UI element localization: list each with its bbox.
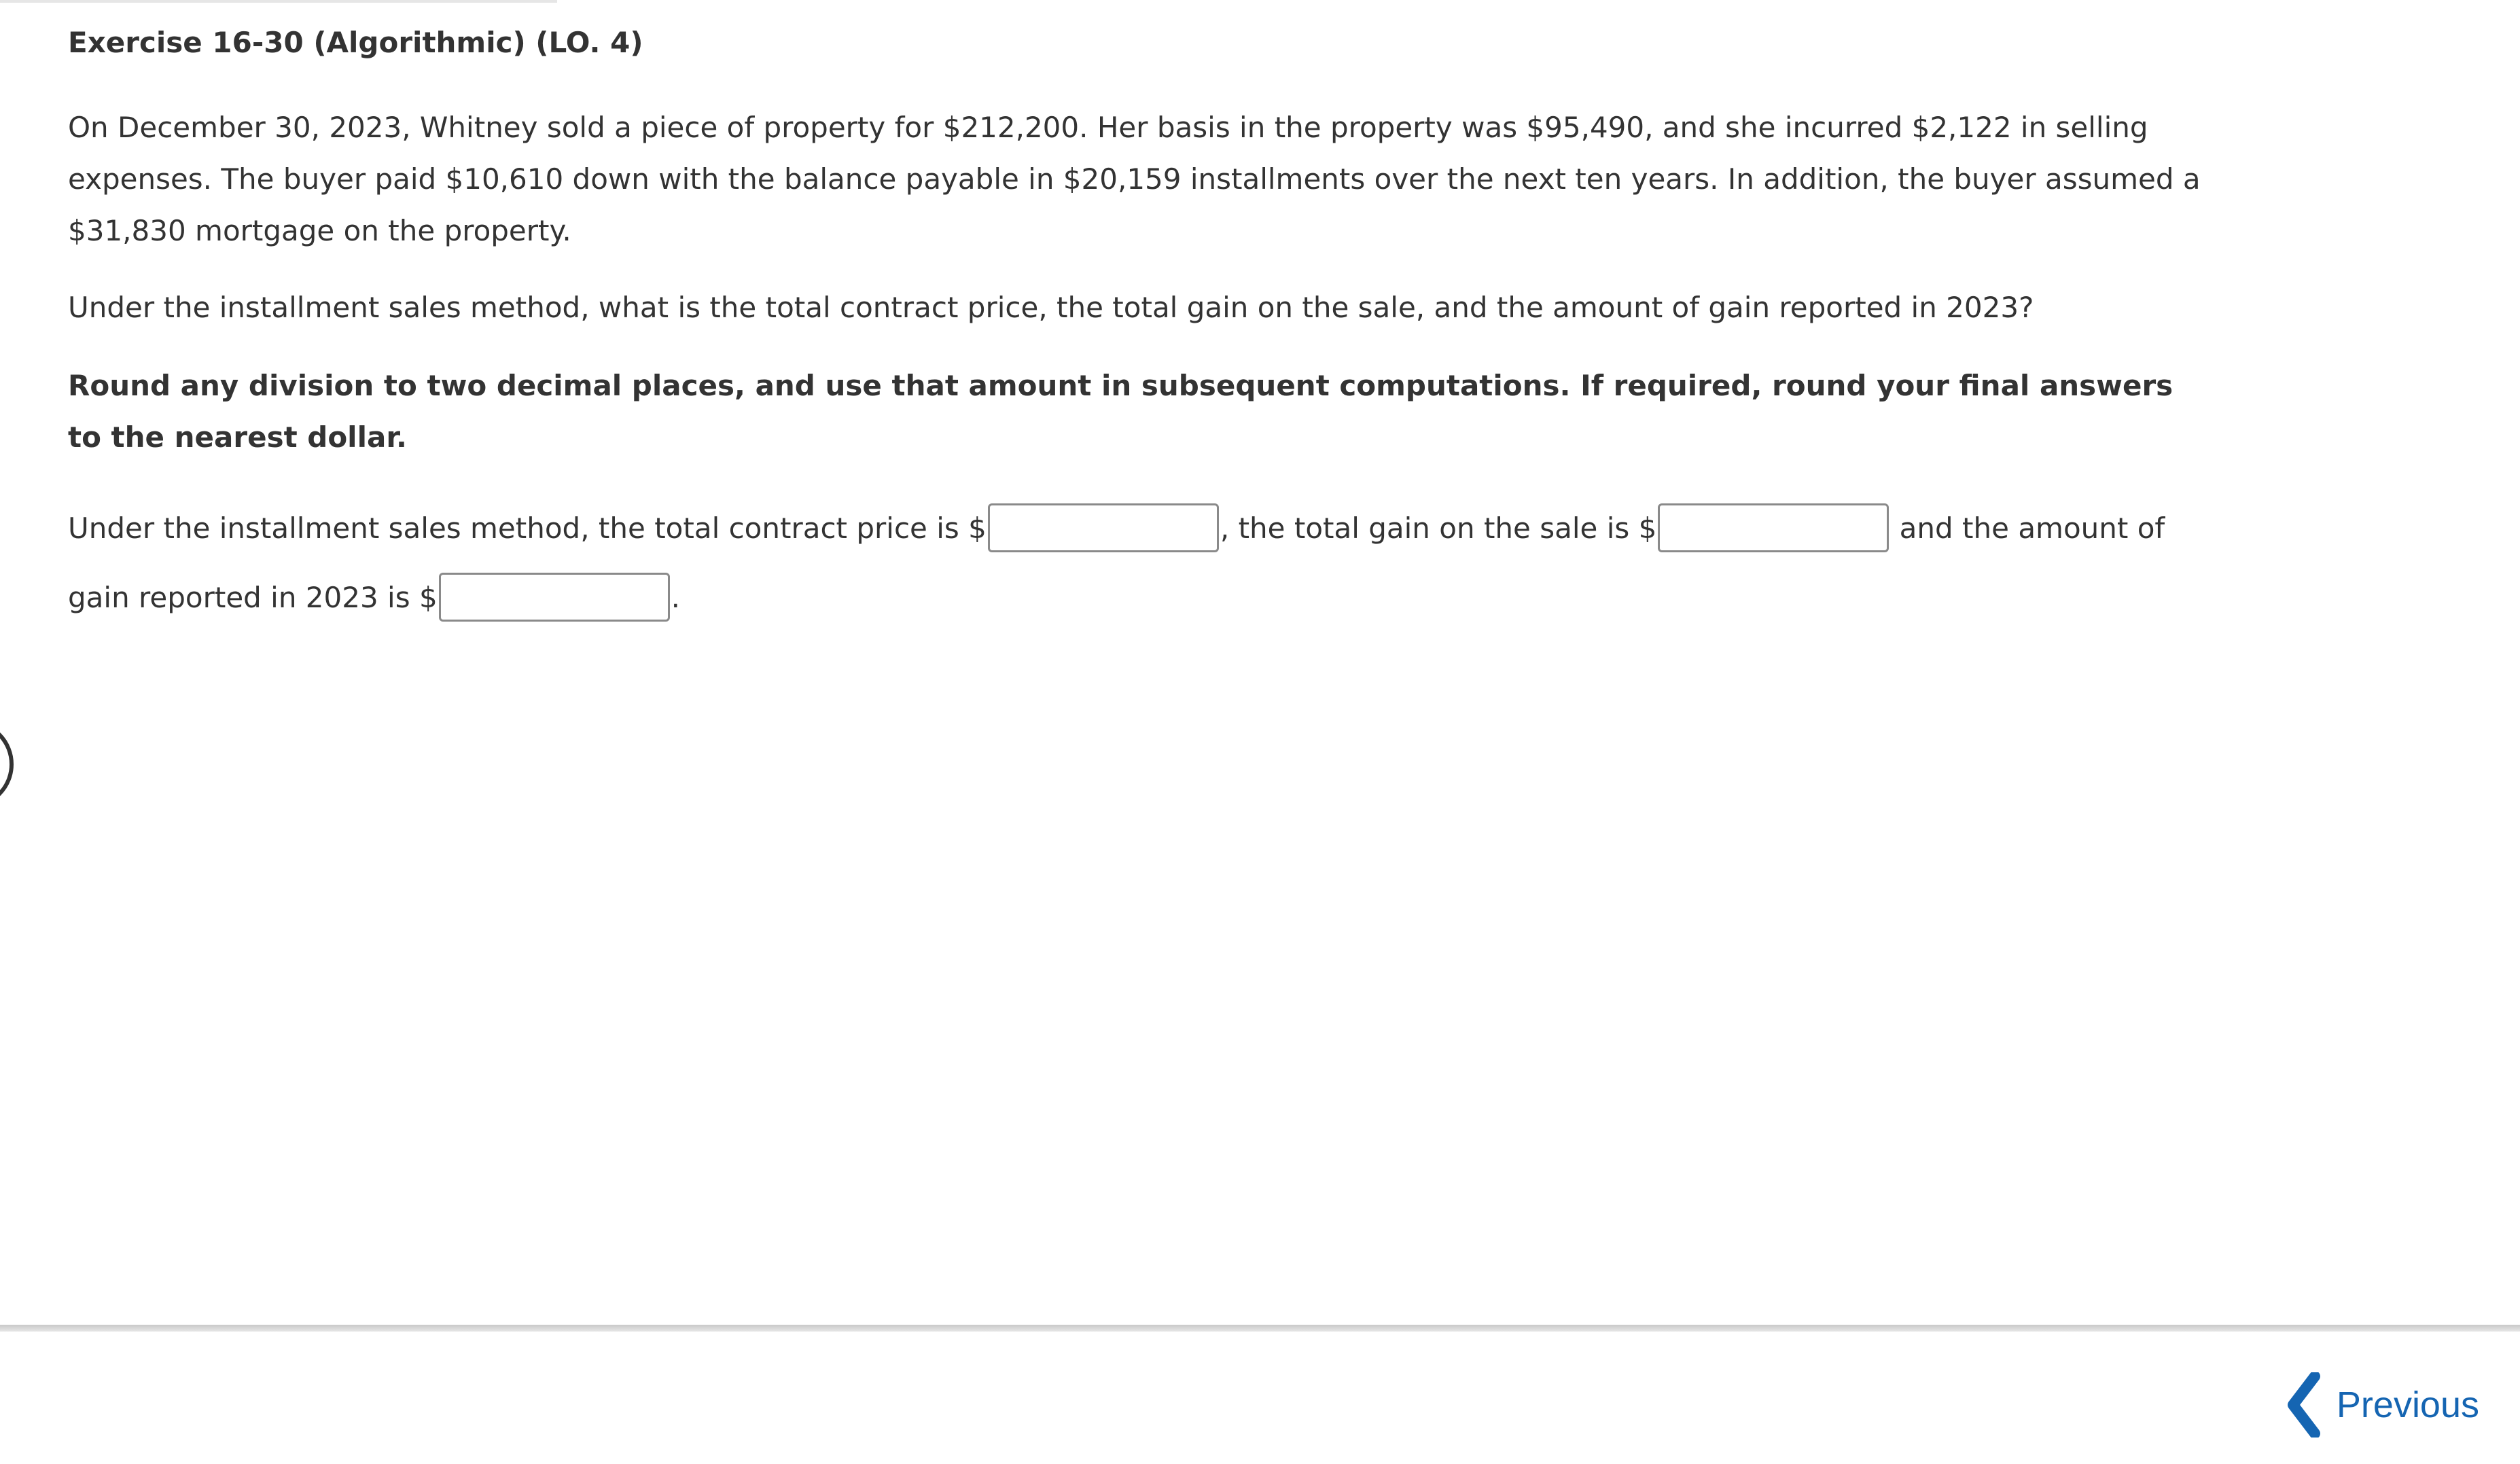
chevron-left-icon (2285, 1372, 2323, 1438)
total-gain-input[interactable] (1658, 503, 1889, 552)
question-text: Under the installment sales method, what is the total contract price, the total gain on the sale, and the amount of gain reported in 2023? (68, 291, 2034, 324)
edge-circle-icon (0, 720, 14, 808)
footer-nav (0, 1332, 2520, 1464)
gain-2023-input[interactable] (439, 573, 670, 622)
problem-statement: On December 30, 2023, Whitney sold a piece of property for $212,200. Her basis in the property was $95,490, and she incurred $2,122 in selling expenses. The buyer paid $10,610 down with the balance payable in $20,159 installments over the next ten years. In addition, the buyer assumed a $31,830 mortgage on the property. (68, 111, 2201, 247)
top-divider (0, 0, 557, 3)
contract-price-input[interactable] (988, 503, 1219, 552)
rounding-instruction: Round any division to two decimal places, and use that amount in subsequent computations. If required, round your final answers to the nearest dollar. (68, 369, 2173, 454)
answer-text-part2: , the total gain on the sale is $ (1220, 512, 1657, 545)
exercise-title: Exercise 16-30 (Algorithmic) (LO. 4) (68, 26, 643, 59)
answer-text-part4: . (671, 581, 681, 614)
answer-sentence (68, 494, 2208, 632)
footer-divider (0, 1325, 2520, 1332)
previous-button[interactable] (2285, 1372, 2479, 1438)
answer-text-part1: Under the installment sales method, the total contract price is $ (68, 512, 987, 545)
answer-text-part3: and the amount of gain reported in 2023 is $ (68, 512, 2165, 614)
previous-label: Previous (2336, 1385, 2479, 1425)
